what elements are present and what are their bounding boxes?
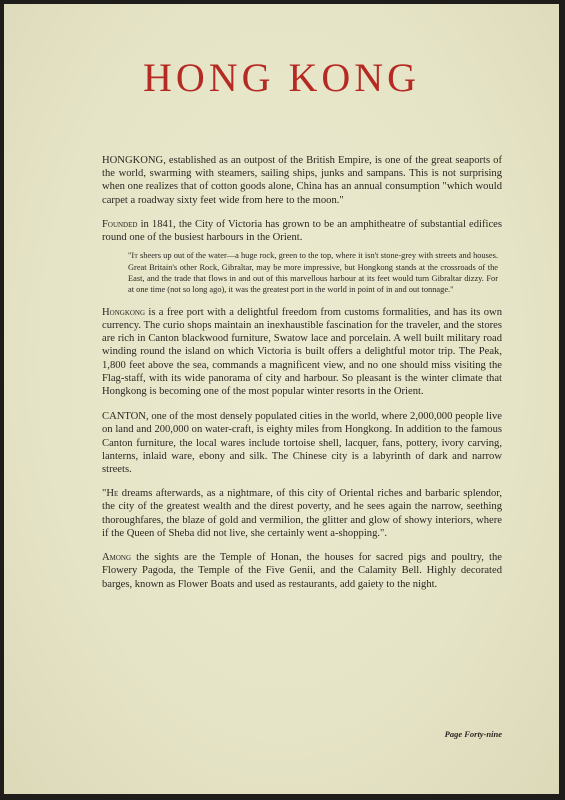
paragraph-text: the sights are the Temple of Honan, the houses for sacred pigs and poultry, the Flowery Pagoda, the Temple of the Five Genii, and the Calamity Bell. Highly decorated barges, known as Flower Boats and used as restaurants, add gaiety to the night. [102,552,502,590]
page-title: HONG KONG [142,55,421,100]
paragraph-text: , established as an outpost of the British Empire, is one of the great seaports of the world, swarming with steamers, sailing ships, junks and sampans. This is not surprising when one realizes that of cotton goods alone, China has an annual consumption "which would carpet a roadway sixty feet wide from here to the moon." [102,155,502,206]
paragraph-lead: Among [102,552,132,564]
book-page [4,4,559,794]
quote-lead: "It [128,251,138,261]
paragraph-hongkong-intro [102,154,502,207]
paragraph-sights [102,551,502,591]
paragraph-lead: Hongkong [102,306,146,318]
page-number: Page Forty-nine [444,729,502,739]
paragraph-canton [102,410,502,476]
paragraph-lead: CANTON [102,411,146,423]
paragraph-nightmare-quote [102,487,502,540]
paragraph-free-port [102,306,502,398]
paragraph-lead: HONGKONG [102,155,164,166]
article-body [102,154,502,602]
quote-the-rock [128,250,498,296]
paragraph-text: , one of the most densely populated cities in the world, where 2,000,000 people live on land and 200,000 on water-craft, is eighty miles from Hongkong. In addition to the famous Canton furniture, the local wares include tortoise shell, lacquer, fans, pottery, ivory carving, lanterns, inlaid ware, ebony and silk. The Chinese city is a labyrinth of dark and narrow streets. [102,411,502,476]
paragraph-lead: "He [102,488,119,500]
quote-text: sheers up out of the water—a huge rock, green to the top, where it isn't stone-grey with streets and houses. Great Britain's other Rock, Gibraltar, may be more impressive, but Hongkong stands at the crossroads of the East, and the trade that flows in and out of this marvellous harbour at its feet would turn Gibraltar dizzy. For at one time (not so long ago), it was the greatest port in the world in point of in and out tonnage." [128,251,498,295]
paragraph-text: dreams afterwards, as a nightmare, of this city of Oriental riches and barbaric splendor, the city of the greatest wealth and the direst poverty, and he sees again the narrow, seething thoroughfares, the blaze of gold and vermilion, the glitter and glow of showy interiors, where if the Queen of Sheba did not live, she certainly went a-shopping.". [102,488,502,539]
paragraph-text: in 1841, the City of Victoria has grown to be an amphitheatre of substantial edifices round one of the busiest harbours in the Orient. [102,218,502,244]
paragraph-lead: Founded [102,218,138,230]
paragraph-text: is a free port with a delightful freedom from customs formalities, and has its own currency. The curio shops maintain an inexhaustible fascination for the traveler, and the stores are rich in Canton blackwood furniture, Swatow lace and porcelain. A well built military road winding round the island on which Victoria is built offers a delightful motor trip. The Peak, 1,800 feet above the sea, commands a magnificent view, and no one should miss visiting the Flag-staff, with its wide panorama of city and harbour. So pleasant is the winter climate that Hongkong is becoming one of the most popular winter resorts in the Orient. [102,306,502,398]
paragraph-victoria [102,218,502,244]
